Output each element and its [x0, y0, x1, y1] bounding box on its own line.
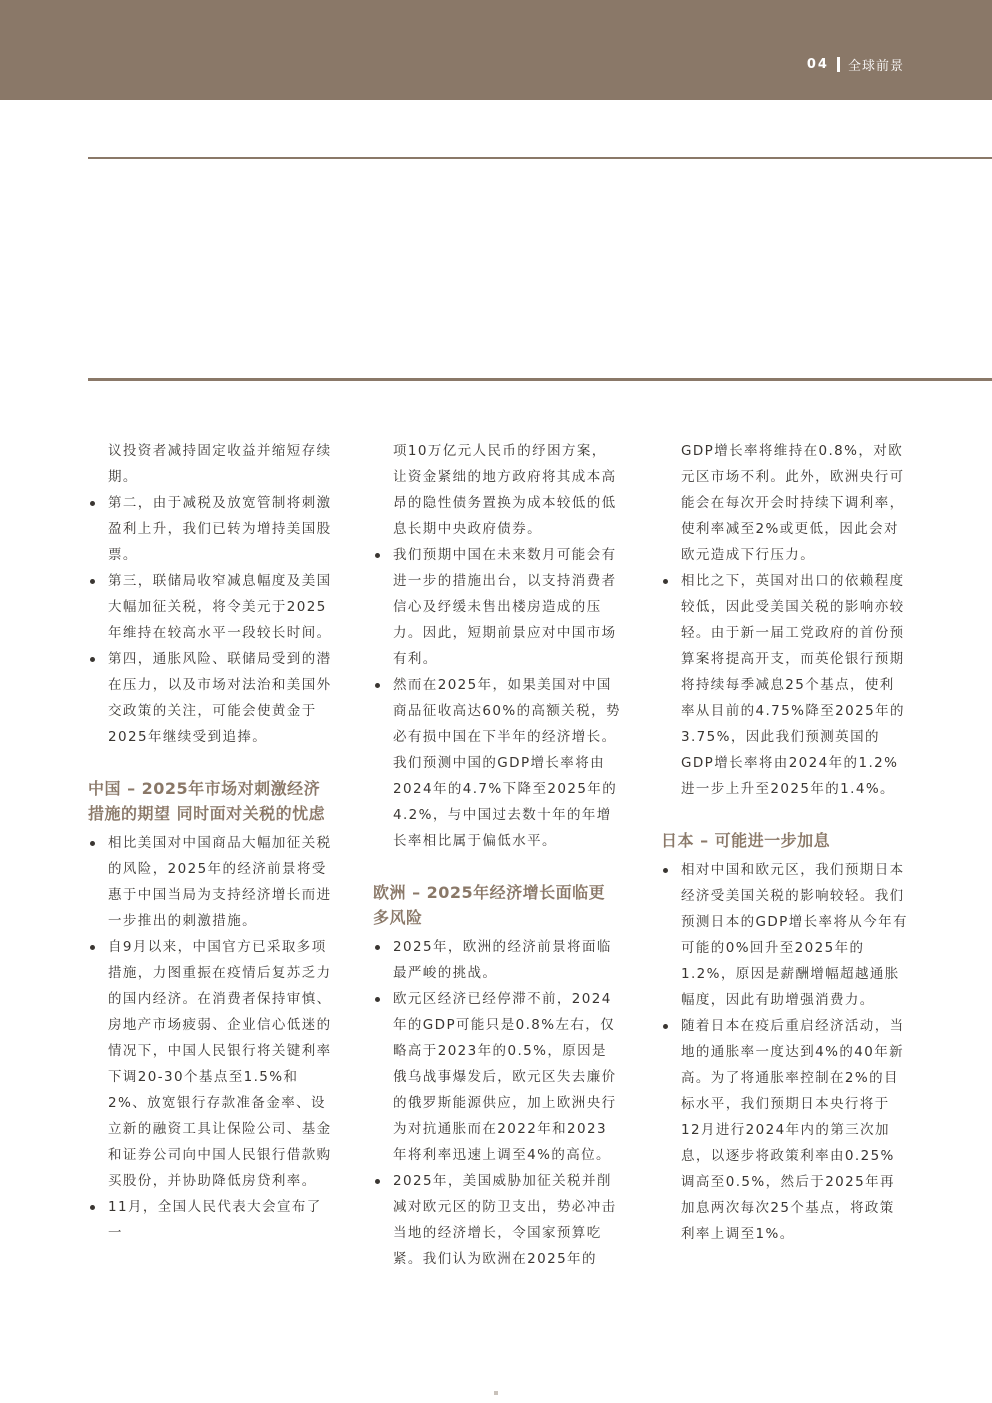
china-bullet-list-cont: [373, 542, 621, 854]
list-item: 相比美国对中国商品大幅加征关税的风险，2025年的经济前景将受惠于中国当局为支持经济增长而进一步推出的刺激措施。: [88, 830, 336, 934]
europe-section-heading: 欧洲 – 2025年经济增长面临更多风险: [373, 883, 606, 927]
bullet-icon: [375, 683, 380, 688]
list-item: 2025年，美国威胁加征关税并削减对欧元区的防卫支出，势必冲击当地的经济增长，令国家预算吃紧。我们认为欧洲在2025年的: [373, 1168, 621, 1272]
bullet-icon: [90, 501, 95, 506]
bullet-icon: [663, 868, 668, 873]
text-column-1: [88, 438, 336, 1246]
page-label-divider: [837, 57, 840, 72]
list-item: 自9月以来，中国官方已采取多项措施，力图重振在疫情后复苏乏力的国内经济。在消费者保持审慎、房地产市场疲弱、企业信心低迷的情况下，中国人民银行将关键利率下调20-30个基点至1.5%和2%、放宽银行存款准备金率、设立新的融资工具让保险公司、基金和证券公司向中国人民银行借款购买股份，并协助降低房贷利率。: [88, 934, 336, 1194]
bottom-divider-rule: [88, 378, 992, 381]
uk-bullet-list: [661, 568, 909, 802]
bullet-icon: [90, 579, 95, 584]
footer-mark: [494, 1391, 498, 1395]
list-item: 11月，全国人民代表大会宣布了一: [88, 1194, 336, 1246]
bullet-icon: [663, 579, 668, 584]
europe-bullet-list: [373, 934, 621, 1272]
text-column-3: [661, 438, 909, 1247]
japan-section-heading: 日本 – 可能进一步加息: [661, 831, 831, 850]
list-item: 第三，联储局收窄减息幅度及美国大幅加征关税，将令美元于2025年维持在较高水平一段较长时间。: [88, 568, 336, 646]
bullet-icon: [663, 1024, 668, 1029]
list-item: 第四，通胀风险、联储局受到的潜在压力，以及市场对法治和美国外交政策的关注，可能会使黄金于2025年继续受到追捧。: [88, 646, 336, 750]
list-item: 相对中国和欧元区，我们预期日本经济受美国关税的影响较轻。我们预测日本的GDP增长率将从今年有可能的0%回升至2025年的1.2%，原因是薪酬增幅超越通胀幅度，因此有助增强消费力。: [661, 857, 909, 1013]
list-item: 然而在2025年，如果美国对中国商品征收高达60%的高额关税，势必有损中国在下半年的经济增长。我们预测中国的GDP增长率将由2024年的4.7%下降至2025年的4.2%，与中国过去数十年的年增长率相比属于偏低水平。: [373, 672, 621, 854]
list-item: 我们预期中国在未来数月可能会有进一步的措施出台，以支持消费者信心及纾缓未售出楼房造成的压力。因此，短期前景应对中国市场有利。: [373, 542, 621, 672]
bullet-icon: [375, 1179, 380, 1184]
header-bar: [0, 0, 992, 100]
top-divider-rule: [88, 157, 992, 159]
bullet-icon: [375, 945, 380, 950]
text-column-2: [373, 438, 621, 1272]
bullet-icon: [375, 997, 380, 1002]
list-item: 欧元区经济已经停滞不前，2024年的GDP可能只是0.8%左右，仅略高于2023年的0.5%，原因是俄乌战事爆发后，欧元区失去廉价的俄罗斯能源供应，加上欧洲央行为对抗通胀而在2022年和2023年将利率迅速上调至4%的高位。: [373, 986, 621, 1168]
china-bullet-list: [88, 830, 336, 1246]
us-bullet-list: [88, 490, 336, 750]
page-label: [807, 55, 904, 74]
europe-bullet-continuation: GDP增长率将维持在0.8%，对欧元区市场不利。此外，欧洲央行可能会在每次开会时持续下调利率，使利率减至2%或更低，因此会对欧元造成下行压力。: [681, 443, 905, 563]
bullet-icon: [90, 1205, 95, 1210]
page-number: 04: [806, 57, 829, 72]
list-item: 相比之下，英国对出口的依赖程度较低，因此受美国关税的影响亦较轻。由于新一届工党政府的首份预算案将提高开支，而英伦银行预期将持续每季减息25个基点，使利率从目前的4.75%降至2025年的3.75%，因此我们预测英国的GDP增长率将由2024年的1.2%进一步上升至2025年的1.4%。: [661, 568, 909, 802]
list-item: 随着日本在疫后重启经济活动，当地的通胀率一度达到4%的40年新高。为了将通胀率控制在2%的目标水平，我们预期日本央行将于12月进行2024年内的第三次加息，以逐步将政策利率由0.25%调高至0.5%，然后于2025年再加息两次每次25个基点，将政策利率上调至1%。: [661, 1013, 909, 1247]
bullet-icon: [90, 841, 95, 846]
china-section-heading: 中国 – 2025年市场对刺激经济措施的期望 同时面对关税的忧虑: [88, 779, 326, 823]
bullet-icon: [90, 657, 95, 662]
japan-bullet-list: [661, 857, 909, 1247]
us-bullet-continuation: 议投资者减持固定收益并缩短存续期。: [108, 443, 332, 485]
section-title: 全球前景: [847, 59, 904, 74]
bullet-icon: [375, 553, 380, 558]
china-bullet-continuation: 项10万亿元人民币的纾困方案，让资金紧绌的地方政府将其成本高昂的隐性债务置换为成本较低的低息长期中央政府债券。: [393, 443, 617, 537]
list-item: 第二，由于减税及放宽管制将刺激盈利上升，我们已转为增持美国股票。: [88, 490, 336, 568]
list-item: 2025年，欧洲的经济前景将面临最严峻的挑战。: [373, 934, 621, 986]
bullet-icon: [90, 945, 95, 950]
